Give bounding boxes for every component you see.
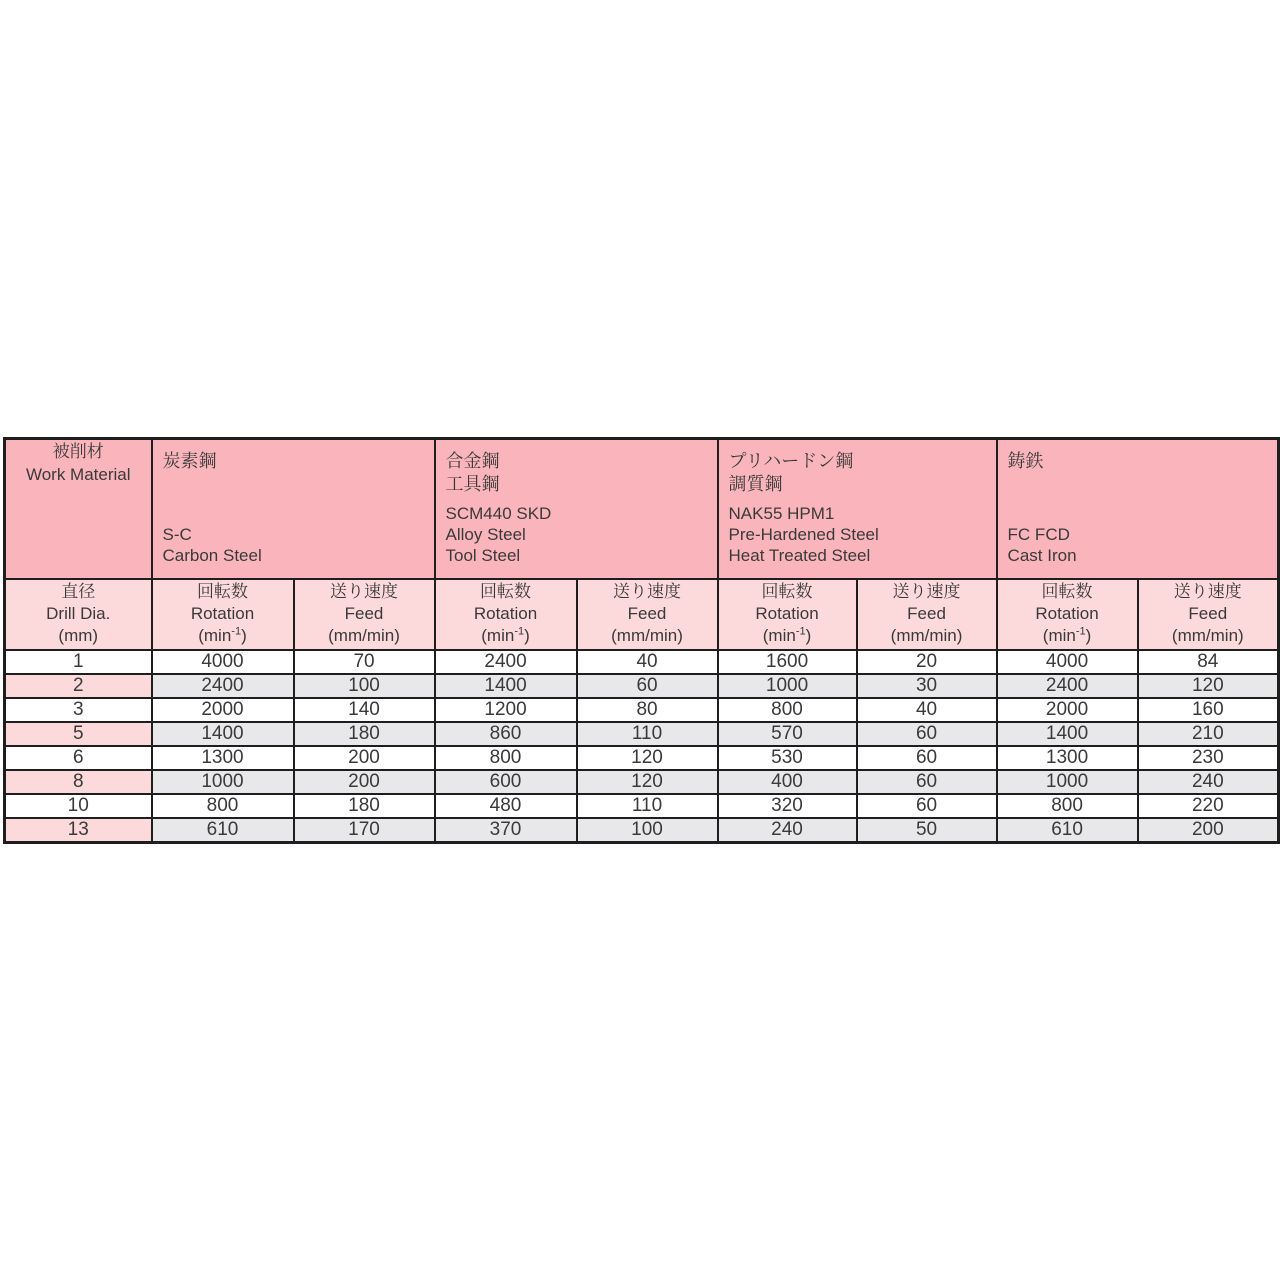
subheader-jp: 送り速度 bbox=[1173, 582, 1242, 601]
drill-dia-cell: 5 bbox=[5, 722, 152, 746]
subheader-unit: (mm/min) bbox=[328, 626, 400, 645]
rotation-value-cell: 370 bbox=[435, 818, 577, 843]
rotation-value-cell: 4000 bbox=[152, 650, 294, 674]
header-line: 調質鋼 bbox=[728, 474, 783, 494]
subheader-rotation bbox=[152, 579, 294, 650]
subheader-drill-dia bbox=[5, 579, 152, 650]
rotation-value-cell: 2400 bbox=[435, 650, 577, 674]
rotation-value-cell: 2000 bbox=[997, 698, 1138, 722]
subheader-rotation bbox=[718, 579, 857, 650]
subheader-rotation bbox=[997, 579, 1138, 650]
subheader-row bbox=[5, 579, 1279, 650]
subheader-feed bbox=[294, 579, 435, 650]
group-jp-lines bbox=[729, 450, 990, 496]
drill-dia-cell: 3 bbox=[5, 698, 152, 722]
feed-value-cell: 240 bbox=[1138, 770, 1279, 794]
subheader-en: Rotation bbox=[190, 604, 255, 623]
subheader-feed bbox=[857, 579, 997, 650]
subheader-unit: $(\min^{-1})$ bbox=[481, 625, 530, 645]
rotation-value-cell: 610 bbox=[997, 818, 1138, 843]
table-body bbox=[5, 650, 1279, 843]
work-material-row bbox=[5, 439, 1279, 579]
feed-value-cell: 220 bbox=[1138, 794, 1279, 818]
table-row bbox=[5, 770, 1279, 794]
feed-value-cell: 120 bbox=[577, 770, 718, 794]
header-line: Tool Steel bbox=[445, 546, 521, 565]
rotation-value-cell: 1000 bbox=[718, 674, 857, 698]
rotation-value-cell: 480 bbox=[435, 794, 577, 818]
subheader-rotation bbox=[435, 579, 577, 650]
rotation-value-cell: 1300 bbox=[997, 746, 1138, 770]
subheader-jp: 送り速度 bbox=[613, 582, 682, 601]
subheader-en: Drill Dia. bbox=[46, 604, 111, 623]
subheader-unit: $(\min^{-1})$ bbox=[198, 625, 247, 645]
subheader-en: Feed bbox=[627, 604, 667, 623]
drill-dia-cell: 8 bbox=[5, 770, 152, 794]
feed-value-cell: 60 bbox=[577, 674, 718, 698]
group-jp-lines bbox=[446, 450, 711, 496]
rotation-value-cell: 800 bbox=[997, 794, 1138, 818]
feed-value-cell: 200 bbox=[1138, 818, 1279, 843]
feed-value-cell: 210 bbox=[1138, 722, 1279, 746]
rotation-value-cell: 1400 bbox=[152, 722, 294, 746]
rotation-value-cell: 530 bbox=[718, 746, 857, 770]
feed-value-cell: 200 bbox=[294, 746, 435, 770]
group-jp-lines bbox=[1008, 450, 1272, 473]
header-line: 工具鋼 bbox=[445, 474, 500, 494]
feed-value-cell: 200 bbox=[294, 770, 435, 794]
rotation-value-cell: 800 bbox=[435, 746, 577, 770]
rotation-value-cell: 600 bbox=[435, 770, 577, 794]
rotation-value-cell: 1200 bbox=[435, 698, 577, 722]
feed-value-cell: 60 bbox=[857, 746, 997, 770]
feed-value-cell: 20 bbox=[857, 650, 997, 674]
rotation-value-cell: 1400 bbox=[997, 722, 1138, 746]
rotation-value-cell: 2400 bbox=[152, 674, 294, 698]
feed-value-cell: 180 bbox=[294, 722, 435, 746]
subheader-en: Rotation bbox=[1035, 604, 1099, 623]
rotation-value-cell: 800 bbox=[718, 698, 857, 722]
subheader-jp: 送り速度 bbox=[330, 582, 398, 601]
feed-value-cell: 120 bbox=[1138, 674, 1279, 698]
header-line: プリハードン鋼 bbox=[728, 451, 854, 471]
header-line: Carbon Steel bbox=[162, 546, 262, 565]
group-en-lines bbox=[163, 524, 428, 566]
feed-value-cell: 100 bbox=[577, 818, 718, 843]
subheader-en: Feed bbox=[907, 604, 946, 623]
subheader-en: Rotation bbox=[755, 604, 819, 623]
subheader-jp: 回転数 bbox=[480, 582, 532, 601]
rotation-value-cell: 1000 bbox=[152, 770, 294, 794]
group-jp-lines bbox=[163, 450, 428, 473]
group-carbon-steel bbox=[152, 439, 435, 579]
subheader-en: Feed bbox=[344, 604, 384, 623]
feed-value-cell: 50 bbox=[857, 818, 997, 843]
feed-value-cell: 160 bbox=[1138, 698, 1279, 722]
group-en-lines bbox=[729, 503, 990, 566]
subheader-jp: 回転数 bbox=[197, 582, 248, 601]
group-alloy-tool-steel bbox=[435, 439, 718, 579]
subheader-feed bbox=[1138, 579, 1279, 650]
subheader-feed bbox=[577, 579, 718, 650]
rotation-value-cell: 1600 bbox=[718, 650, 857, 674]
table-row bbox=[5, 818, 1279, 843]
subheader-unit: (mm) bbox=[58, 626, 99, 645]
rotation-value-cell: 1300 bbox=[152, 746, 294, 770]
feed-value-cell: 60 bbox=[857, 794, 997, 818]
corner-label-en: Work Material bbox=[25, 465, 131, 484]
rotation-value-cell: 800 bbox=[152, 794, 294, 818]
rotation-value-cell: 1400 bbox=[435, 674, 577, 698]
drilling-conditions-table bbox=[3, 437, 1280, 844]
header-line: Heat Treated Steel bbox=[728, 546, 871, 565]
rotation-value-cell: 610 bbox=[152, 818, 294, 843]
header-line: Cast Iron bbox=[1007, 546, 1077, 565]
table-header bbox=[5, 439, 1279, 650]
drill-dia-cell: 1 bbox=[5, 650, 152, 674]
feed-value-cell: 100 bbox=[294, 674, 435, 698]
header-line: FC FCD bbox=[1007, 525, 1070, 544]
feed-value-cell: 120 bbox=[577, 746, 718, 770]
subheader-unit: (mm/min) bbox=[1171, 626, 1244, 645]
subheader-unit: (mm/min) bbox=[890, 626, 963, 645]
rotation-value-cell: 2400 bbox=[997, 674, 1138, 698]
header-line: Alloy Steel bbox=[445, 525, 526, 544]
subheader-unit: $(\min^{-1})$ bbox=[762, 625, 812, 645]
rotation-value-cell: 570 bbox=[718, 722, 857, 746]
subheader-jp: 回転数 bbox=[1041, 582, 1093, 601]
feed-value-cell: 140 bbox=[294, 698, 435, 722]
group-prehardened-steel bbox=[718, 439, 997, 579]
header-line: S-C bbox=[162, 525, 192, 544]
table-row bbox=[5, 650, 1279, 674]
rotation-value-cell: 860 bbox=[435, 722, 577, 746]
feed-value-cell: 40 bbox=[577, 650, 718, 674]
subheader-en: Feed bbox=[1188, 604, 1228, 623]
subheader-jp: 回転数 bbox=[761, 582, 813, 601]
feed-value-cell: 80 bbox=[577, 698, 718, 722]
feed-value-cell: 170 bbox=[294, 818, 435, 843]
group-en-lines bbox=[1008, 524, 1272, 566]
drill-dia-cell: 10 bbox=[5, 794, 152, 818]
feed-value-cell: 84 bbox=[1138, 650, 1279, 674]
group-en-lines bbox=[446, 503, 711, 566]
table-row bbox=[5, 698, 1279, 722]
group-cast-iron bbox=[997, 439, 1279, 579]
rotation-value-cell: 2000 bbox=[152, 698, 294, 722]
feed-value-cell: 110 bbox=[577, 722, 718, 746]
header-line: 合金鋼 bbox=[445, 451, 500, 471]
table-row bbox=[5, 746, 1279, 770]
header-line: 鋳鉄 bbox=[1007, 451, 1044, 471]
corner-label-jp: 被削材 bbox=[52, 442, 104, 461]
subheader-unit: (mm/min) bbox=[611, 626, 683, 645]
rotation-value-cell: 240 bbox=[718, 818, 857, 843]
feed-value-cell: 60 bbox=[857, 770, 997, 794]
drilling-conditions-table-wrap bbox=[3, 437, 1277, 844]
header-line: NAK55 HPM1 bbox=[728, 504, 835, 523]
header-line: 炭素鋼 bbox=[162, 451, 217, 471]
header-line: Pre-Hardened Steel bbox=[728, 525, 879, 544]
drill-dia-cell: 2 bbox=[5, 674, 152, 698]
feed-value-cell: 30 bbox=[857, 674, 997, 698]
subheader-jp: 直径 bbox=[61, 582, 96, 601]
table-row bbox=[5, 722, 1279, 746]
rotation-value-cell: 4000 bbox=[997, 650, 1138, 674]
rotation-value-cell: 320 bbox=[718, 794, 857, 818]
header-line: SCM440 SKD bbox=[445, 504, 552, 523]
feed-value-cell: 70 bbox=[294, 650, 435, 674]
rotation-value-cell: 400 bbox=[718, 770, 857, 794]
rotation-value-cell: 1000 bbox=[997, 770, 1138, 794]
work-material-corner-cell bbox=[5, 439, 152, 579]
feed-value-cell: 110 bbox=[577, 794, 718, 818]
feed-value-cell: 180 bbox=[294, 794, 435, 818]
feed-value-cell: 60 bbox=[857, 722, 997, 746]
table-row bbox=[5, 674, 1279, 698]
feed-value-cell: 230 bbox=[1138, 746, 1279, 770]
table-row bbox=[5, 794, 1279, 818]
drill-dia-cell: 6 bbox=[5, 746, 152, 770]
subheader-jp: 送り速度 bbox=[892, 582, 961, 601]
subheader-en: Rotation bbox=[473, 604, 538, 623]
subheader-unit: $(\min^{-1})$ bbox=[1042, 625, 1092, 645]
feed-value-cell: 40 bbox=[857, 698, 997, 722]
drill-dia-cell: 13 bbox=[5, 818, 152, 843]
